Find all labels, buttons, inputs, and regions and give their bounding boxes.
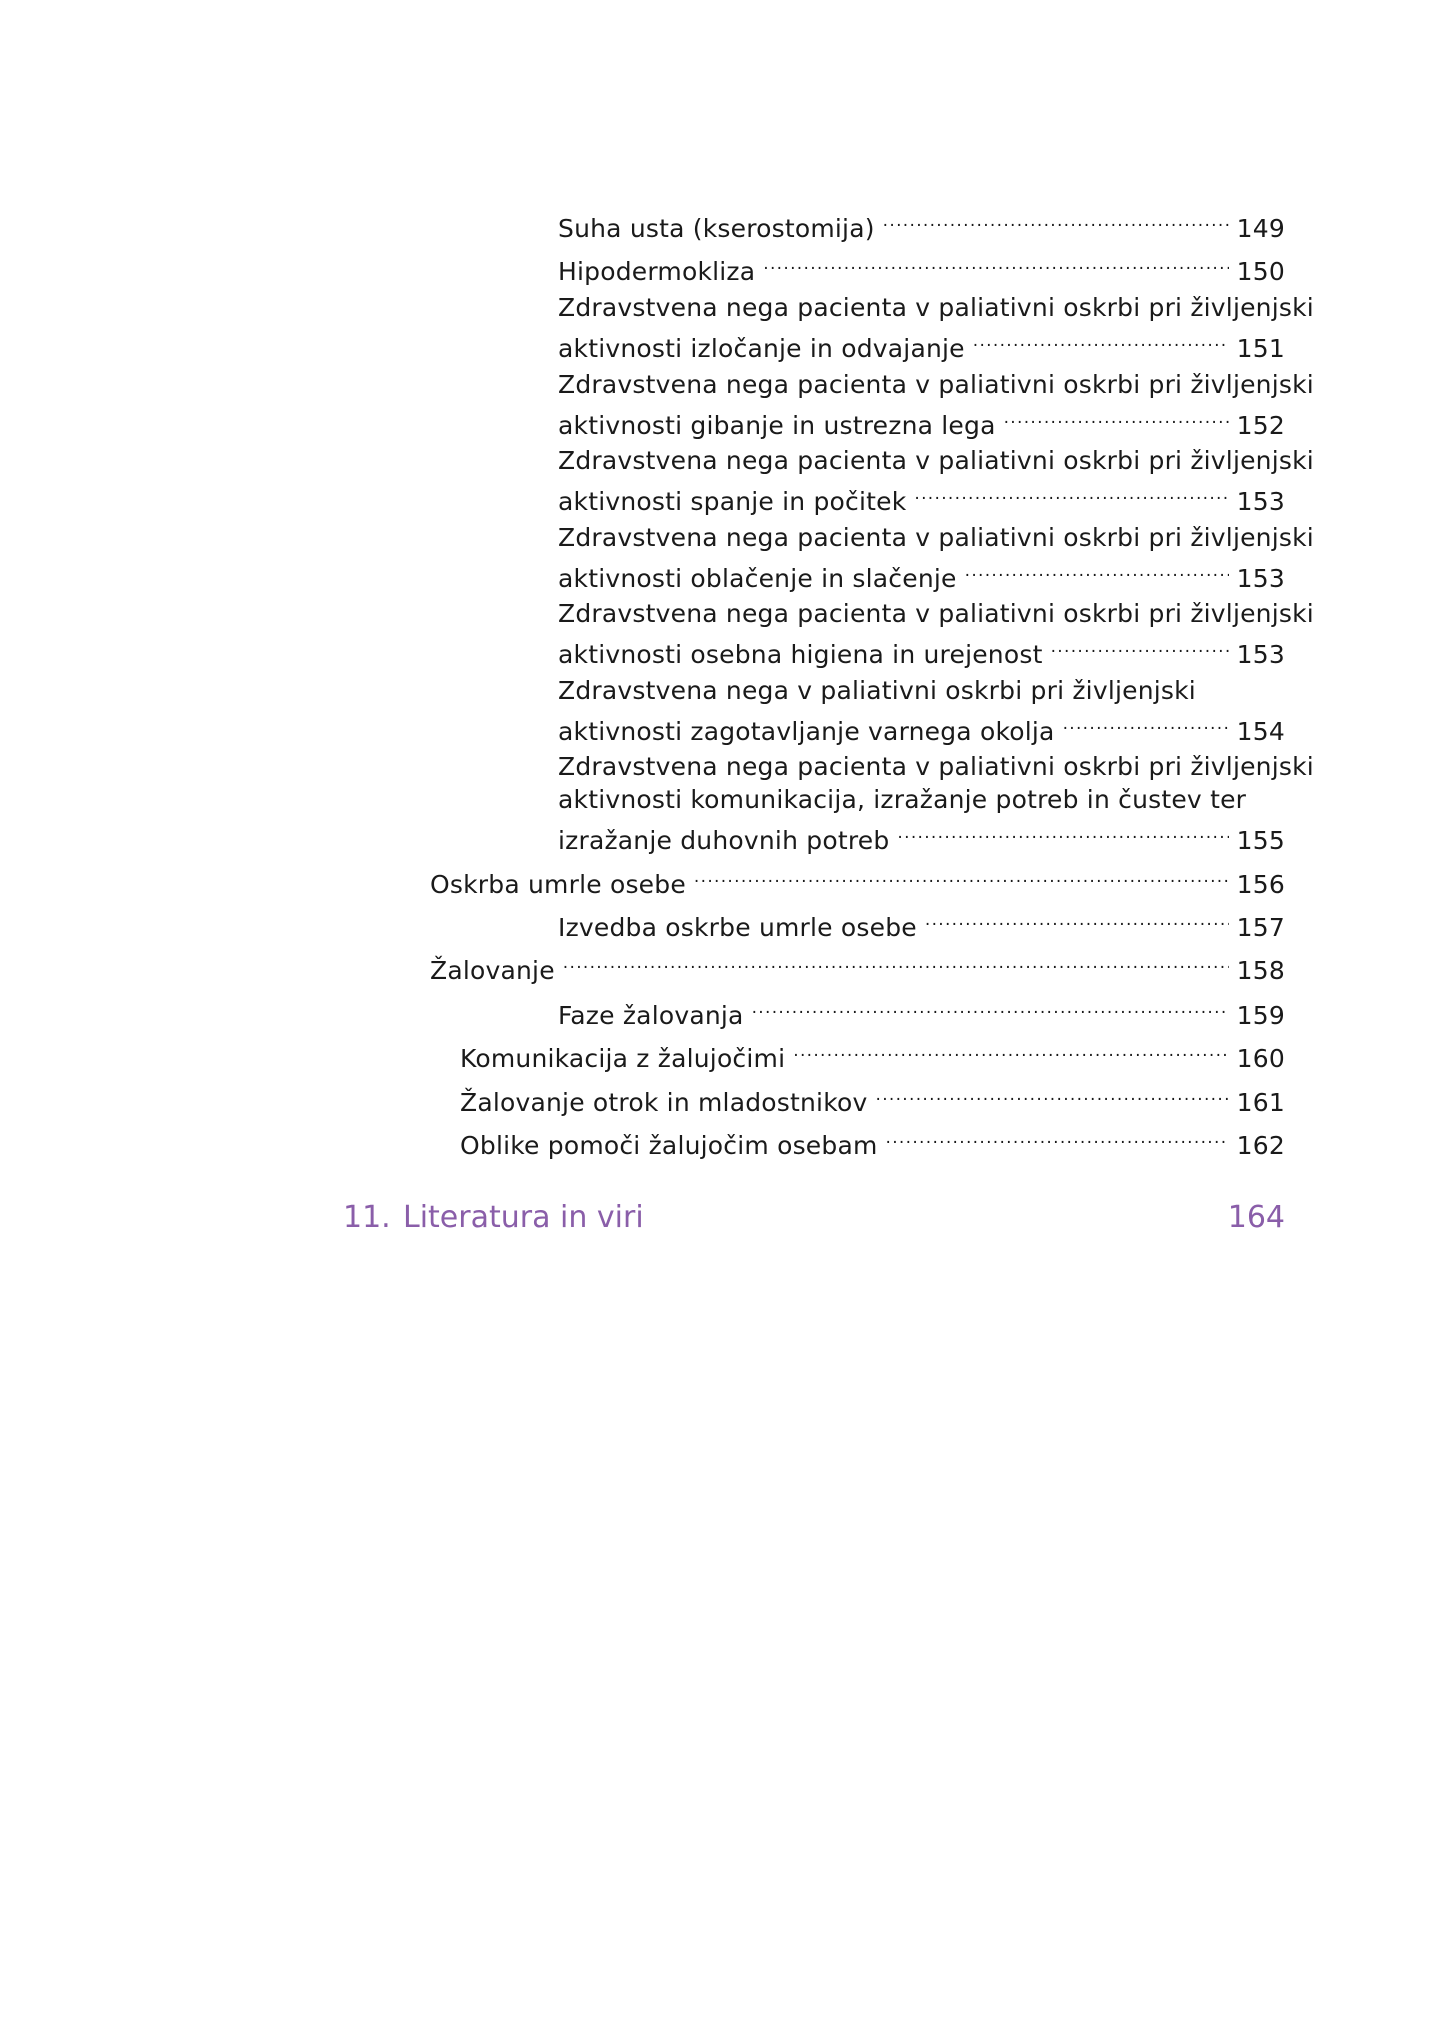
toc-entry-title-line: Zdravstvena nega pacienta v paliativni oskrbi pri življenjski — [558, 293, 1314, 322]
toc-page-number: 157 — [1236, 913, 1285, 942]
toc-entry[interactable] — [460, 1121, 1285, 1162]
toc-entry-title: Izvedba oskrbe umrle osebe — [558, 913, 917, 942]
toc-entry-last-line — [558, 707, 1285, 748]
toc-entry[interactable] — [558, 521, 1314, 595]
toc-entry-title: aktivnosti spanje in počitek — [558, 487, 907, 516]
toc-entry-title: izražanje duhovnih potreb — [558, 826, 890, 855]
dot-leader — [883, 204, 1229, 237]
toc-entry[interactable] — [460, 1034, 1285, 1075]
toc-entry-title-line: aktivnosti komunikacija, izražanje potreb in čustev ter — [558, 785, 1247, 814]
toc-entry-last-line — [460, 1034, 1285, 1075]
toc-entry-title: aktivnosti zagotavljanje varnega okolja — [558, 717, 1055, 746]
toc-page-number: 161 — [1236, 1088, 1285, 1117]
toc-entry[interactable] — [558, 204, 1285, 245]
toc-entry-title: Suha usta (kserostomija) — [558, 214, 875, 243]
toc-entry-last-line — [558, 477, 1285, 518]
toc-page-number: 152 — [1236, 411, 1285, 440]
toc-page-number: 149 — [1236, 214, 1285, 243]
toc-entry[interactable] — [460, 1078, 1285, 1119]
toc-entry-title: Komunikacija z žalujočimi — [460, 1044, 786, 1073]
toc-entry[interactable] — [558, 368, 1314, 442]
toc-entry[interactable] — [558, 991, 1285, 1032]
toc-entry-last-line — [558, 554, 1285, 595]
toc-entry-title: Faze žalovanja — [558, 1001, 744, 1030]
toc-entry-last-line — [558, 630, 1285, 671]
toc-page-number: 155 — [1236, 826, 1285, 855]
toc-entry-title: Oskrba umrle osebe — [430, 870, 686, 899]
toc-page-number: 159 — [1236, 1001, 1285, 1030]
toc-entry-last-line — [558, 324, 1285, 365]
toc-entry-title: aktivnosti oblačenje in slačenje — [558, 564, 957, 593]
toc-entry-last-line — [460, 1078, 1285, 1119]
dot-leader — [875, 1078, 1228, 1111]
toc-page-number: 156 — [1236, 870, 1285, 899]
chapter-page-number: 164 — [1227, 1200, 1285, 1235]
toc-page-number: 154 — [1236, 717, 1285, 746]
toc-entry-title: aktivnosti gibanje in ustrezna lega — [558, 411, 996, 440]
toc-entry[interactable] — [558, 674, 1285, 748]
toc-entry-last-line — [558, 401, 1285, 442]
toc-entry-last-line — [430, 860, 1285, 901]
dot-leader — [763, 247, 1228, 280]
toc-entry-title: Hipodermokliza — [558, 257, 756, 286]
toc-entry-title: Žalovanje — [430, 956, 555, 985]
toc-page-number: 162 — [1236, 1131, 1285, 1160]
toc-entry-title-line: Zdravstvena nega pacienta v paliativni oskrbi pri življenjski — [558, 752, 1314, 781]
chapter-number: 11. — [343, 1200, 391, 1235]
dot-leader — [914, 477, 1228, 510]
toc-entry-last-line — [460, 1121, 1285, 1162]
toc-entry-last-line — [558, 991, 1285, 1032]
toc-entry[interactable] — [558, 903, 1285, 944]
toc-entry-title: aktivnosti izločanje in odvajanje — [558, 334, 965, 363]
dot-leader — [897, 816, 1228, 849]
dot-leader — [965, 554, 1229, 587]
toc-page-number: 158 — [1236, 956, 1285, 985]
dot-leader — [1063, 707, 1229, 740]
toc-entry[interactable] — [558, 247, 1285, 288]
toc-entry[interactable] — [430, 860, 1285, 901]
toc-entry-title-line: Zdravstvena nega v paliativni oskrbi pri življenjski — [558, 676, 1196, 705]
toc-entry-title-line: Zdravstvena nega pacienta v paliativni oskrbi pri življenjski — [558, 599, 1314, 628]
toc-entry-title: Žalovanje otrok in mladostnikov — [460, 1088, 868, 1117]
dot-leader — [752, 991, 1229, 1024]
toc-entry-title: aktivnosti osebna higiena in urejenost — [558, 640, 1043, 669]
toc-entry[interactable] — [558, 597, 1314, 671]
toc-page-number: 151 — [1236, 334, 1285, 363]
toc-entry-title-line: Zdravstvena nega pacienta v paliativni oskrbi pri življenjski — [558, 523, 1314, 552]
chapter-title: Literatura in viri — [403, 1200, 644, 1235]
toc-page-number: 153 — [1236, 487, 1285, 516]
toc-entry-last-line — [558, 816, 1285, 857]
toc-entry-last-line — [558, 247, 1285, 288]
dot-leader — [925, 903, 1229, 936]
toc-entry-last-line — [430, 946, 1285, 987]
toc-page-number: 153 — [1236, 564, 1285, 593]
dot-leader — [973, 324, 1229, 357]
dot-leader — [793, 1034, 1228, 1067]
toc-page-number: 160 — [1236, 1044, 1285, 1073]
toc-entry-title-line: Zdravstvena nega pacienta v paliativni oskrbi pri življenjski — [558, 370, 1314, 399]
toc-chapter-entry[interactable] — [343, 1198, 1285, 1238]
toc-entry[interactable] — [430, 946, 1285, 987]
toc-page-number: 150 — [1236, 257, 1285, 286]
toc-entry[interactable] — [558, 291, 1314, 365]
dot-leader — [563, 946, 1229, 979]
dot-leader — [886, 1121, 1229, 1154]
dot-leader — [1004, 401, 1229, 434]
toc-entry[interactable] — [558, 750, 1314, 857]
toc-page-number: 153 — [1236, 640, 1285, 669]
toc-entry-last-line — [558, 204, 1285, 245]
toc-entry[interactable] — [558, 444, 1314, 518]
toc-entry-title-line: Zdravstvena nega pacienta v paliativni oskrbi pri življenjski — [558, 446, 1314, 475]
toc-entry-last-line — [558, 903, 1285, 944]
dot-leader — [694, 860, 1229, 893]
toc-entry-title: Oblike pomoči žalujočim osebam — [460, 1131, 878, 1160]
dot-leader — [1051, 630, 1229, 663]
